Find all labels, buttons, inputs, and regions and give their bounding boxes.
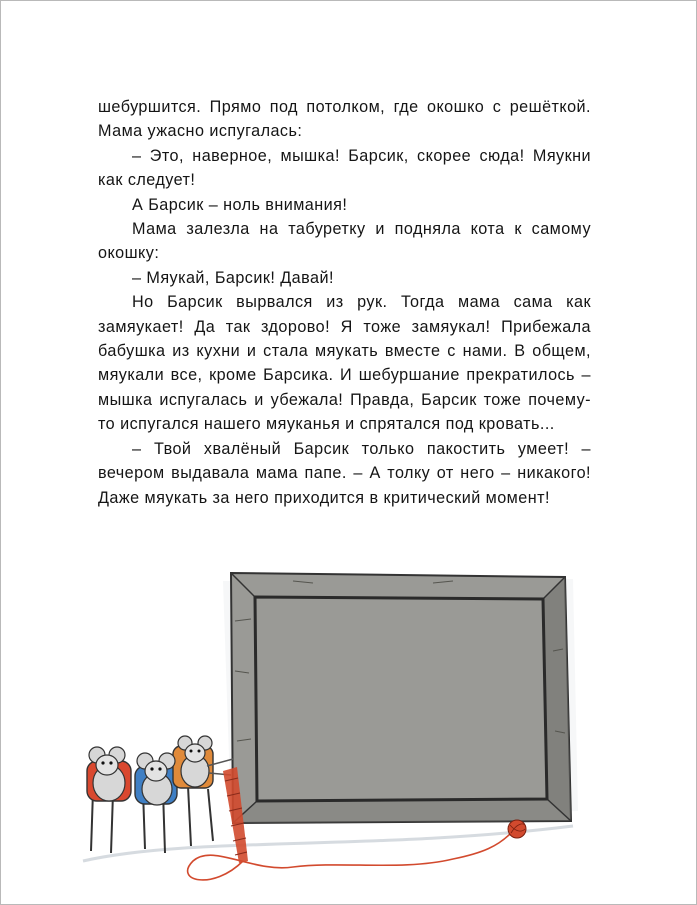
paragraph: Но Барсик вырвался из рук. Тогда мама сама как замяукает! Да так здорово! Я тоже замяукал! Прибежала бабушка из кухни и стала мяукать вместе с нами. В общем, мяукали все, кроме Барсика. И шебуршание прекратилось – мышка испугалась и убежала! Правда, Барсик тоже почему-то испугался нашего мяуканья и спрятался под кровать... bbox=[98, 293, 591, 434]
paragraph: – Твой хвалёный Барсик только пакостить умеет! – вечером выдавала мама папе. – А толку от него – никакого! Даже мяукать за него приходится в критический момент! bbox=[98, 439, 591, 507]
page-text bbox=[98, 95, 591, 510]
paragraph: – Мяукай, Барсик! Давай! bbox=[132, 268, 334, 287]
paragraph: Мама залезла на табуретку и подняла кота к самому окошку: bbox=[98, 220, 591, 263]
illustration bbox=[73, 561, 633, 896]
mice-knitting-group bbox=[87, 736, 233, 853]
yarn-ball bbox=[508, 820, 526, 838]
window-frame bbox=[231, 573, 571, 823]
paragraph: А Барсик – ноль внимания! bbox=[132, 195, 348, 214]
paragraph: – Это, наверное, мышка! Барсик, скорее сюда! Мяукни как следует! bbox=[98, 146, 591, 190]
paragraph: шебуршится. Прямо под потолком, где окошко с решёткой. Мама ужасно испугалась: bbox=[98, 98, 591, 141]
